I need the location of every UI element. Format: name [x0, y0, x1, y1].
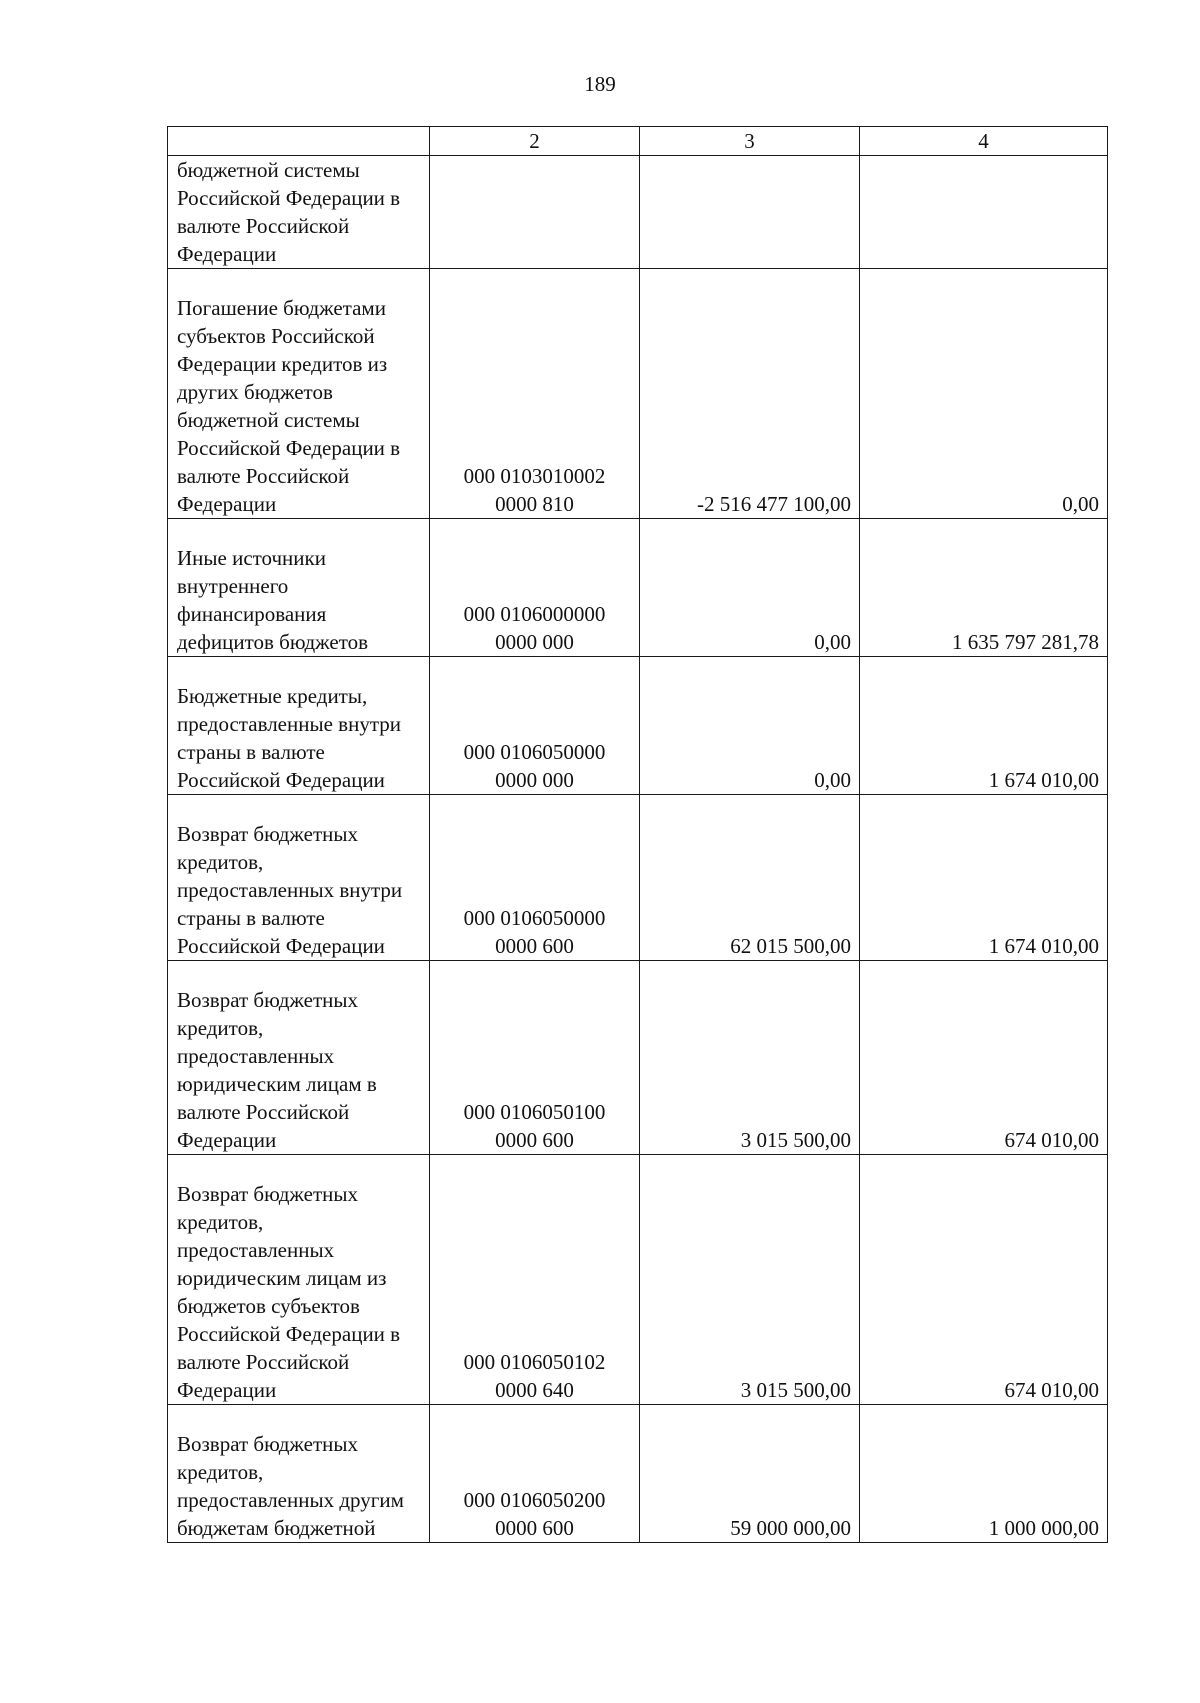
row-code [430, 1405, 640, 1543]
row-code-line2: 0000 000 [495, 630, 574, 654]
row-name: Погашение бюджетами субъектов Российской Федерации кредитов из других бюджетов бюджетной системы Российской Федерации в валюте Российской Федерации [168, 269, 430, 519]
row-code [430, 156, 640, 269]
table-row [168, 961, 1108, 1155]
row-value-4: 674 010,00 [860, 961, 1108, 1155]
row-code-line1: 000 0106050200 [463, 1488, 606, 1512]
budget-sources-table [167, 126, 1108, 1543]
row-code-line1: 000 0103010002 [463, 464, 606, 488]
header-cell-4: 4 [860, 127, 1108, 156]
row-code [430, 519, 640, 657]
row-name: Возврат бюджетных кредитов, предоставленных другим бюджетам бюджетной [168, 1405, 430, 1543]
row-value-3: -2 516 477 100,00 [640, 269, 860, 519]
row-code-line2: 0000 640 [495, 1378, 574, 1402]
row-value-3: 0,00 [640, 657, 860, 795]
header-cell-2: 2 [430, 127, 640, 156]
row-value-4: 674 010,00 [860, 1155, 1108, 1405]
row-value-3: 3 015 500,00 [640, 1155, 860, 1405]
row-value-3: 3 015 500,00 [640, 961, 860, 1155]
row-value-4 [860, 156, 1108, 269]
row-name: бюджетной системы Российской Федерации в валюте Российской Федерации [168, 156, 430, 269]
row-value-4: 1 635 797 281,78 [860, 519, 1108, 657]
row-code-line2: 0000 600 [495, 1128, 574, 1152]
row-code-line2: 0000 000 [495, 768, 574, 792]
row-code [430, 1155, 640, 1405]
table-row [168, 156, 1108, 269]
table-row [168, 657, 1108, 795]
page-number: 189 [584, 72, 616, 96]
row-code-line2: 0000 600 [495, 1516, 574, 1540]
row-code-line1: 000 0106050000 [463, 740, 606, 764]
table-row [168, 1155, 1108, 1405]
row-value-4: 0,00 [860, 269, 1108, 519]
row-code-line1: 000 0106050000 [463, 906, 606, 930]
table-row [168, 269, 1108, 519]
row-code [430, 657, 640, 795]
header-cell-1 [168, 127, 430, 156]
table-row [168, 795, 1108, 961]
row-value-3: 62 015 500,00 [640, 795, 860, 961]
row-code-line2: 0000 600 [495, 934, 574, 958]
table-row [168, 519, 1108, 657]
row-value-4: 1 000 000,00 [860, 1405, 1108, 1543]
table-header-row [168, 127, 1108, 156]
row-value-3: 59 000 000,00 [640, 1405, 860, 1543]
row-value-3: 0,00 [640, 519, 860, 657]
row-code-line1: 000 0106050102 [463, 1350, 606, 1374]
row-name: Возврат бюджетных кредитов, предоставленных юридическим лицам в валюте Российской Федерации [168, 961, 430, 1155]
row-code-line1: 000 0106050100 [463, 1100, 606, 1124]
row-value-4: 1 674 010,00 [860, 795, 1108, 961]
table-row [168, 1405, 1108, 1543]
row-code [430, 269, 640, 519]
row-name: Бюджетные кредиты, предоставленные внутри страны в валюте Российской Федерации [168, 657, 430, 795]
row-value-4: 1 674 010,00 [860, 657, 1108, 795]
row-name: Иные источники внутреннего финансирования дефицитов бюджетов [168, 519, 430, 657]
row-code [430, 961, 640, 1155]
row-name: Возврат бюджетных кредитов, предоставленных юридическим лицам из бюджетов субъектов Российской Федерации в валюте Российской Федерации [168, 1155, 430, 1405]
row-value-3 [640, 156, 860, 269]
header-cell-3: 3 [640, 127, 860, 156]
row-code-line1: 000 0106000000 [463, 602, 606, 626]
row-code [430, 795, 640, 961]
row-code-line2: 0000 810 [495, 492, 574, 516]
row-name: Возврат бюджетных кредитов, предоставленных внутри страны в валюте Российской Федерации [168, 795, 430, 961]
